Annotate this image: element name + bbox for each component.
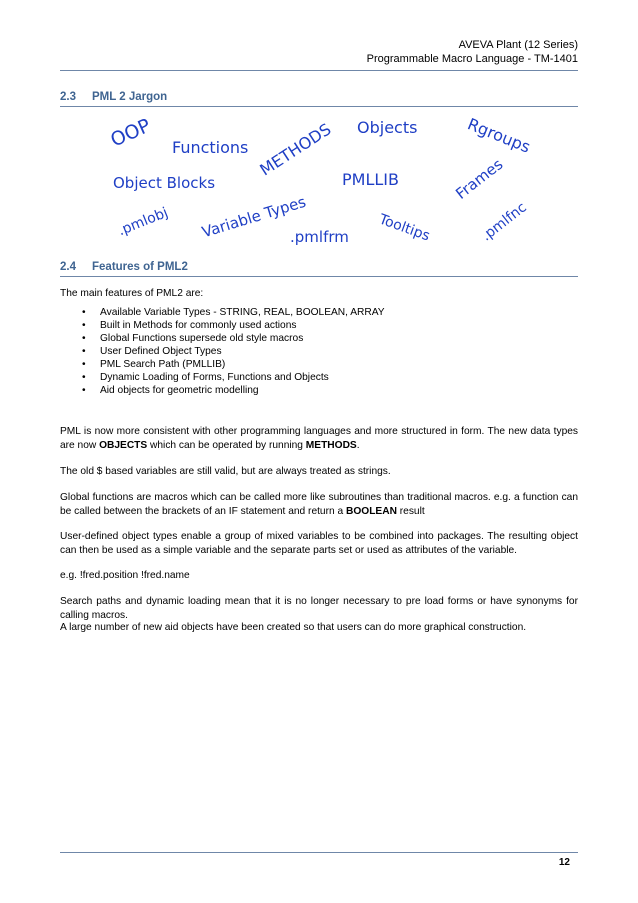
bullet-icon: •	[82, 307, 86, 318]
list-item-text: Dynamic Loading of Forms, Functions and Objects	[100, 372, 329, 383]
list-item	[60, 371, 385, 384]
features-list	[60, 306, 385, 397]
bullet-icon: •	[82, 346, 86, 357]
word-pmlobj: .pmlobj	[115, 204, 171, 240]
paragraph-text: Global functions are macros which can be called more like subroutines than traditional macros. e.g. a function can be called between the brackets of an IF statement and return a	[60, 492, 578, 517]
section-rule	[60, 106, 578, 107]
header-course: Programmable Macro Language - TM-1401	[366, 53, 578, 65]
word-oop: OOP	[107, 114, 155, 152]
list-item-text: Available Variable Types - STRING, REAL, BOOLEAN, ARRAY	[100, 307, 385, 318]
paragraph-aid-objects: A large number of new aid objects have been created so that users can do more graphical construction.	[60, 622, 527, 633]
footer-rule	[60, 852, 578, 853]
word-rgroups: Rgroups	[464, 114, 534, 157]
paragraph-example: e.g. !fred.position !fred.name	[60, 570, 190, 581]
paragraph-search-paths: Search paths and dynamic loading mean that it is no longer necessary to pre load forms or have synonyms for calling macros.	[60, 596, 578, 621]
section-title: Features of PML2	[92, 261, 188, 273]
bullet-icon: •	[82, 359, 86, 370]
header-product: AVEVA Plant (12 Series)	[458, 39, 578, 51]
list-item	[60, 345, 385, 358]
word-frames: Frames	[452, 155, 507, 203]
jargon-word-cloud	[60, 110, 580, 260]
paragraph-text: which can be operated by running	[147, 439, 306, 451]
word-pmlfnc: .pmlfnc	[478, 199, 530, 245]
list-item	[60, 319, 385, 332]
section-rule	[60, 276, 578, 277]
bullet-icon: •	[82, 385, 86, 396]
list-item	[60, 358, 385, 371]
list-item	[60, 332, 385, 345]
header-rule	[60, 70, 578, 71]
list-item-text: Aid objects for geometric modelling	[100, 385, 259, 396]
section-title: PML 2 Jargon	[92, 91, 168, 103]
bullet-icon: •	[82, 333, 86, 344]
paragraph-text: PML is now more consistent with other programming languages and more structured in form. The new data types are now	[60, 426, 578, 451]
list-item-text: Built in Methods for commonly used actions	[100, 320, 297, 331]
word-methods: METHODS	[256, 119, 335, 180]
list-item	[60, 384, 385, 397]
word-object-blocks: Object Blocks	[113, 174, 216, 192]
features-body	[60, 287, 578, 637]
list-item-text: User Defined Object Types	[100, 346, 222, 357]
keyword-boolean: BOOLEAN	[346, 505, 397, 517]
paragraph-objects	[60, 425, 578, 452]
word-functions: Functions	[172, 138, 249, 157]
bullet-icon: •	[82, 372, 86, 383]
list-item	[60, 306, 385, 319]
paragraph-user-objects: User-defined object types enable a group of mixed variables to be combined into packages. The resulting object can then be used as a simple variable and the separate parts set or used as attributes of the variable.	[60, 531, 578, 556]
paragraph-old-variables: The old $ based variables are still valid, but are always treated as strings.	[60, 466, 391, 477]
section-number: 2.4	[60, 261, 76, 273]
paragraph-text: .	[356, 439, 360, 451]
page-header	[367, 38, 578, 66]
page-number: 12	[558, 857, 570, 868]
paragraph-global-functions	[60, 491, 578, 518]
word-tooltips: Tooltips	[376, 211, 432, 245]
keyword-objects: OBJECTS	[99, 439, 148, 451]
word-objects: Objects	[357, 118, 418, 137]
keyword-methods: METHODS	[305, 439, 357, 451]
section-heading-features	[60, 261, 578, 273]
paragraph-text: result	[396, 505, 425, 517]
section-number: 2.3	[60, 91, 76, 103]
features-intro: The main features of PML2 are:	[60, 288, 204, 299]
section-heading-jargon	[60, 91, 578, 103]
list-item-text: Global Functions supersede old style macros	[100, 333, 304, 344]
word-variable-types: Variable Types	[199, 192, 309, 242]
bullet-icon: •	[82, 320, 86, 331]
list-item-text: PML Search Path (PMLLIB)	[100, 359, 226, 370]
word-pmlfrm: .pmlfrm	[290, 228, 349, 246]
word-pmllib: PMLLIB	[342, 170, 399, 189]
